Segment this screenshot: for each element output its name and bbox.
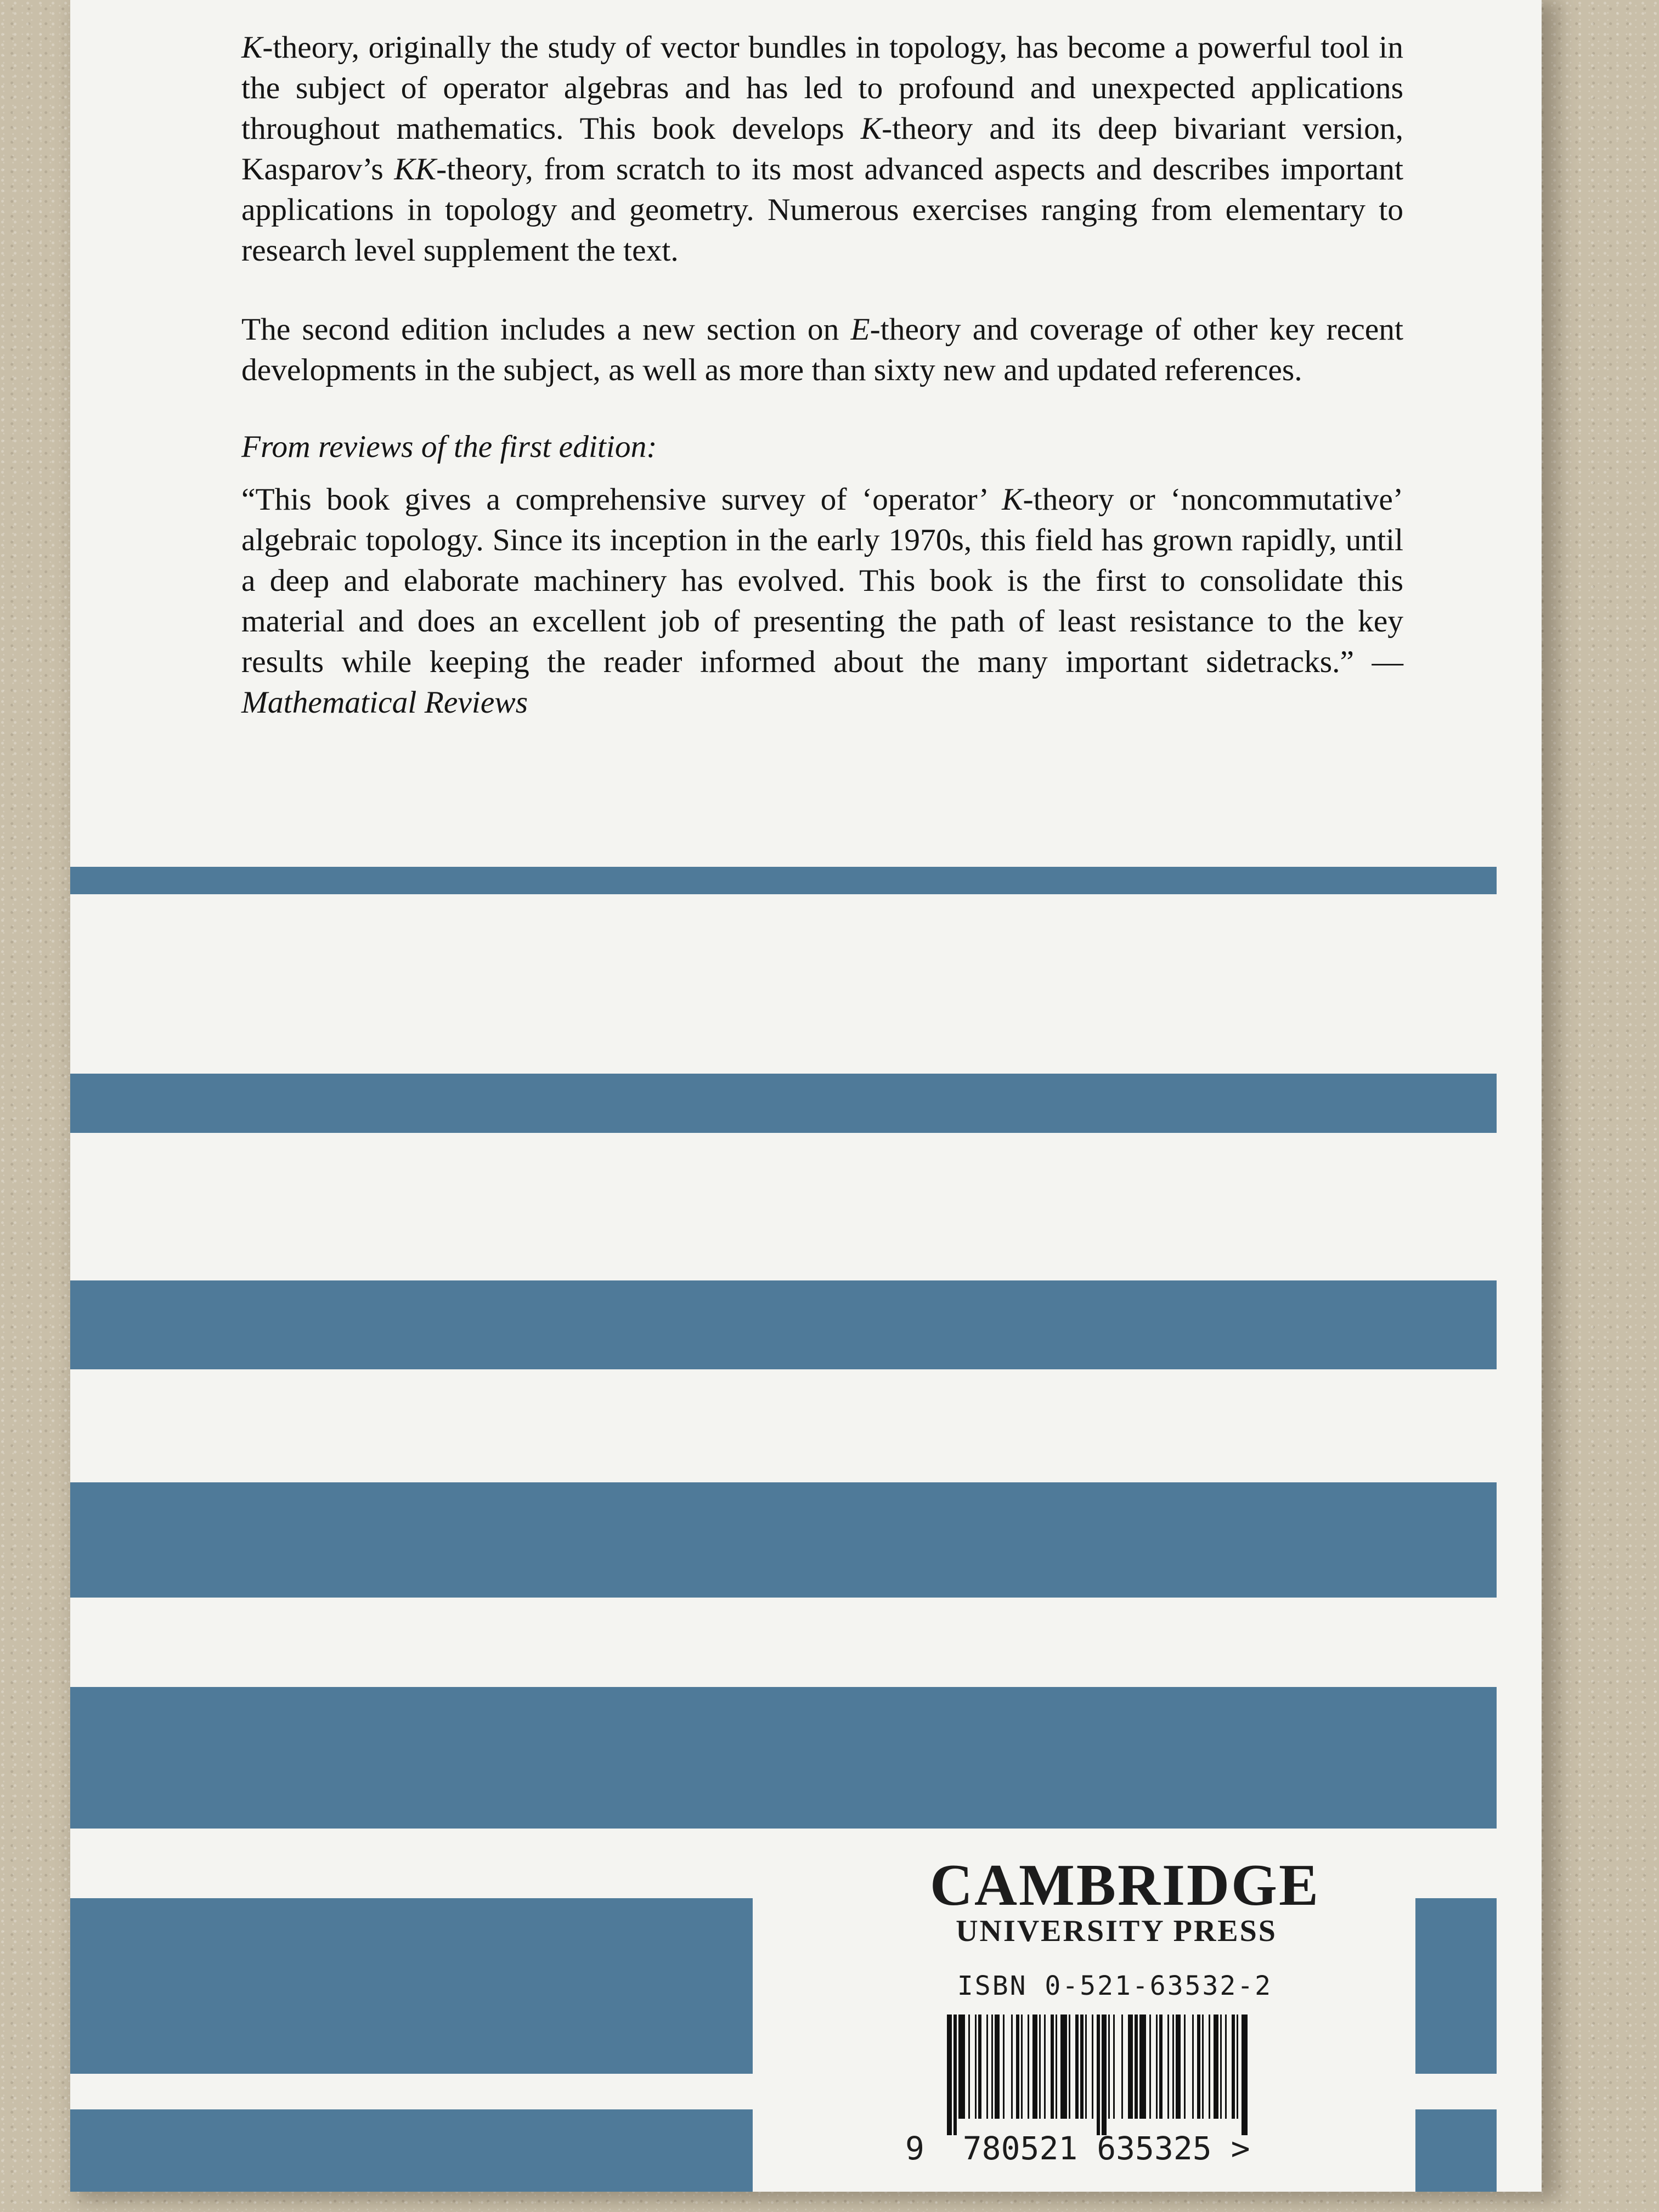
stripe-7-left <box>70 2109 753 2192</box>
barcode-bar <box>1085 2015 1087 2119</box>
barcode-bar <box>1039 2015 1041 2119</box>
barcode-bar <box>1159 2015 1163 2119</box>
edition-text: -theory and coverage of other key recent developments in the subject, as well as more than sixty new and updated references. <box>241 312 1403 387</box>
barcode-bar <box>1097 2015 1100 2135</box>
description-text: -theory, from scratch to its most advanced aspects and describes important applications in topology and geometry. Numerous exercises ranging from elementary to research level supplement the text. <box>241 152 1403 268</box>
barcode-bar <box>1102 2015 1107 2135</box>
barcode-bar <box>1108 2015 1110 2119</box>
barcode-bar <box>1003 2015 1005 2119</box>
barcode-bar <box>1056 2015 1057 2119</box>
barcode-bar <box>1121 2015 1123 2119</box>
barcode-lead-digit: 9 <box>905 2130 924 2167</box>
barcode-bar <box>1225 2015 1227 2119</box>
k-symbol: K <box>241 30 263 65</box>
description-paragraph <box>241 27 1403 271</box>
barcode-bar <box>1202 2015 1204 2119</box>
publisher-block <box>889 1850 1415 2192</box>
barcode-bar <box>958 2015 965 2119</box>
review-text: -theory or ‘noncommutative’ algebraic topology. Since its inception in the early 1970s, this field has grown rapidly, until a deep and elaborate machinery has evolved. This book is the first to consolidate this material and does an excellent job of presenting the path of least resistance to the key results while keeping the reader informed about the many important sidetracks.” — <box>241 482 1403 679</box>
barcode-bar <box>968 2015 970 2119</box>
book-back-cover <box>70 0 1542 2192</box>
barcode-bar <box>947 2015 952 2135</box>
barcode-bar <box>1232 2015 1235 2119</box>
barcode-group-1: 780521 <box>962 2130 1078 2167</box>
e-symbol: E <box>850 312 870 347</box>
barcode-bar <box>986 2015 988 2119</box>
barcode-bar <box>1237 2015 1238 2119</box>
barcode-bar <box>975 2015 977 2119</box>
barcode-group-2: 635325 <box>1097 2130 1212 2167</box>
isbn-label: ISBN 0-521-63532-2 <box>957 1971 1273 2001</box>
barcode-bar <box>1242 2015 1248 2135</box>
reviews-heading: From reviews of the first edition: <box>241 430 657 464</box>
barcode-bar <box>1149 2015 1151 2119</box>
review-quote <box>241 479 1403 723</box>
k-symbol: K <box>860 111 882 146</box>
barcode-bar <box>1128 2015 1133 2119</box>
barcode-bar <box>1092 2015 1093 2119</box>
barcode-bar <box>1197 2015 1200 2119</box>
barcode-bar <box>1075 2015 1079 2119</box>
barcode-bar <box>991 2015 993 2119</box>
barcode-bar <box>1051 2015 1054 2119</box>
review-text: “This book gives a comprehensive survey of ‘operator’ <box>241 482 1002 517</box>
barcode-digits <box>905 2130 1289 2167</box>
barcode-bar <box>1209 2015 1210 2119</box>
stripe-2 <box>70 1074 1497 1133</box>
blurb-text <box>241 27 1403 723</box>
stripe-3 <box>70 1280 1497 1369</box>
barcode-bar <box>1135 2015 1138 2119</box>
barcode-bar <box>1080 2015 1084 2119</box>
barcode-bar <box>1172 2015 1174 2119</box>
kk-symbol: KK <box>394 152 437 187</box>
barcode-bar <box>1156 2015 1158 2119</box>
barcode-bar <box>1028 2015 1029 2119</box>
barcode-bar <box>953 2015 957 2135</box>
barcode-bar <box>1032 2015 1037 2119</box>
stripe-6-left <box>70 1898 753 2074</box>
stripe-5 <box>70 1687 1497 1829</box>
review-source: Mathematical Reviews <box>241 685 528 720</box>
edition-paragraph <box>241 309 1403 391</box>
barcode-bar <box>1044 2015 1046 2119</box>
stripe-1 <box>70 867 1497 894</box>
description-text: -theory, originally the study of vector bundles in topology, has become a powerful tool in the subject of operator algebras and has led to profound and unexpected applications throughout mathematics. This book develops <box>241 30 1403 146</box>
k-symbol: K <box>1002 482 1023 517</box>
barcode-bar <box>995 2015 1000 2119</box>
publisher-subtitle: UNIVERSITY PRESS <box>956 1914 1277 1948</box>
barcode-bar <box>1016 2015 1019 2119</box>
stripe-4 <box>70 1482 1497 1598</box>
barcode-bar <box>1214 2015 1218 2119</box>
barcode-bar <box>1176 2015 1181 2119</box>
barcode-bar <box>1021 2015 1023 2119</box>
barcode-bar <box>1011 2015 1013 2119</box>
barcode-bar <box>1184 2015 1186 2119</box>
barcode-bar <box>1139 2015 1146 2119</box>
description-text: -theory and its deep bivariant version, Kasparov’s <box>241 111 1403 187</box>
edition-text: The second edition includes a new section on <box>241 312 851 347</box>
barcode-bar <box>978 2015 981 2119</box>
barcode-bar <box>1113 2015 1115 2119</box>
barcode-trail: > <box>1231 2130 1250 2167</box>
barcode-bar <box>1220 2015 1222 2119</box>
barcode-graphic <box>944 2015 1251 2135</box>
barcode-bar <box>1069 2015 1070 2119</box>
barcode-bar <box>1167 2015 1169 2119</box>
barcode-bar <box>1192 2015 1194 2119</box>
barcode-bar <box>1060 2015 1067 2119</box>
publisher-name: CAMBRIDGE <box>930 1853 1321 1918</box>
